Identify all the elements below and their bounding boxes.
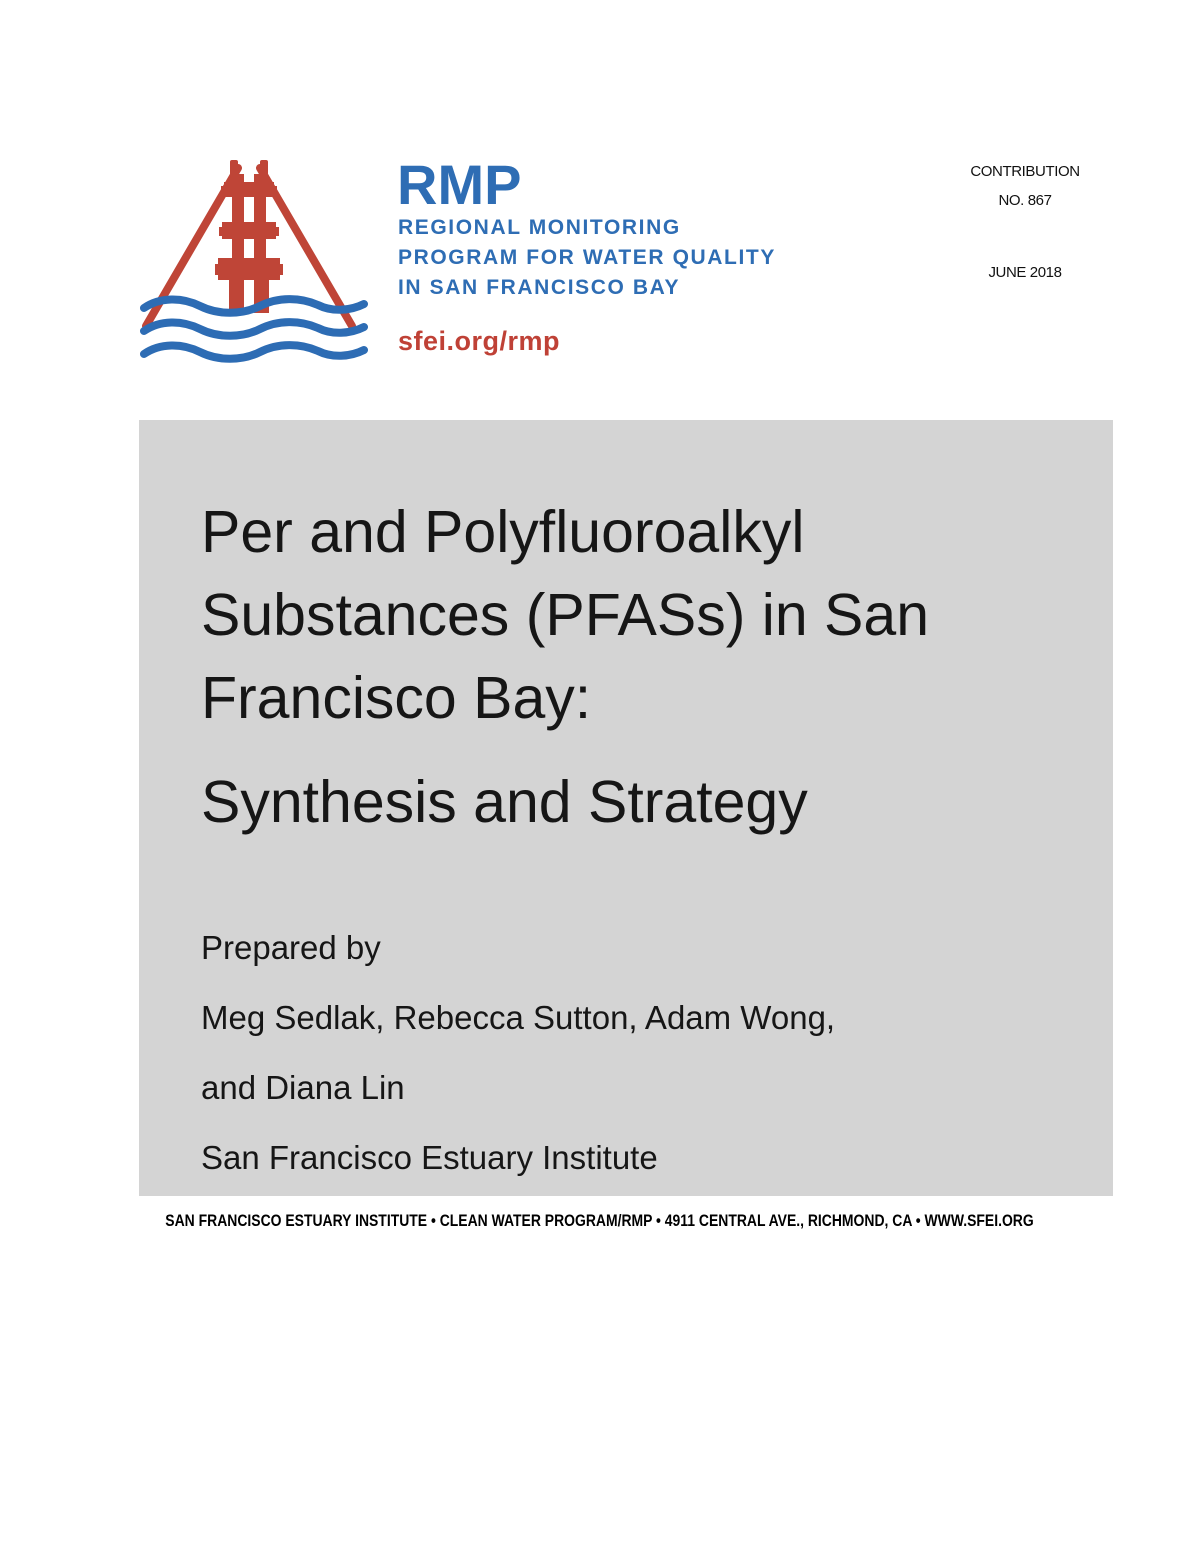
organization-name: San Francisco Estuary Institute (201, 1139, 658, 1176)
report-subtitle: Synthesis and Strategy (201, 769, 808, 835)
bridge-tower (215, 160, 283, 313)
authors-line-2: and Diana Lin (201, 1069, 405, 1106)
brand-name: RMP (397, 153, 522, 216)
report-title-line-3: Francisco Bay: (201, 665, 592, 731)
page-footer (0, 1210, 1200, 1232)
contribution-number: NO. 867 (998, 192, 1052, 209)
report-title-line-2: Substances (PFASs) in San (201, 582, 930, 648)
footer-text: SAN FRANCISCO ESTUARY INSTITUTE • CLEAN WATER PROGRAM/RMP • 4911 CENTRAL AVE., RICHMOND, CA • WWW.SFEI.ORG (165, 1211, 1035, 1230)
waves-icon (144, 299, 364, 359)
report-title-line-1: Per and Polyfluoroalkyl (201, 499, 805, 565)
brand-url: sfei.org/rmp (398, 326, 561, 356)
authors-line-1: Meg Sedlak, Rebecca Sutton, Adam Wong, (201, 999, 836, 1036)
contribution-block (925, 164, 1125, 280)
title-box (139, 420, 1113, 1196)
brand-tagline-line-3: IN SAN FRANCISCO BAY (398, 276, 681, 299)
contribution-date: JUNE 2018 (988, 264, 1062, 281)
report-title (201, 491, 1113, 740)
brand-tagline-line-1: REGIONAL MONITORING (398, 216, 681, 239)
brand-tagline (398, 213, 776, 303)
golden-gate-bridge-icon (140, 150, 368, 372)
contribution-label: CONTRIBUTION (970, 163, 1080, 180)
prepared-by-label: Prepared by (201, 929, 381, 966)
brand-tagline-line-2: PROGRAM FOR WATER QUALITY (398, 246, 776, 269)
